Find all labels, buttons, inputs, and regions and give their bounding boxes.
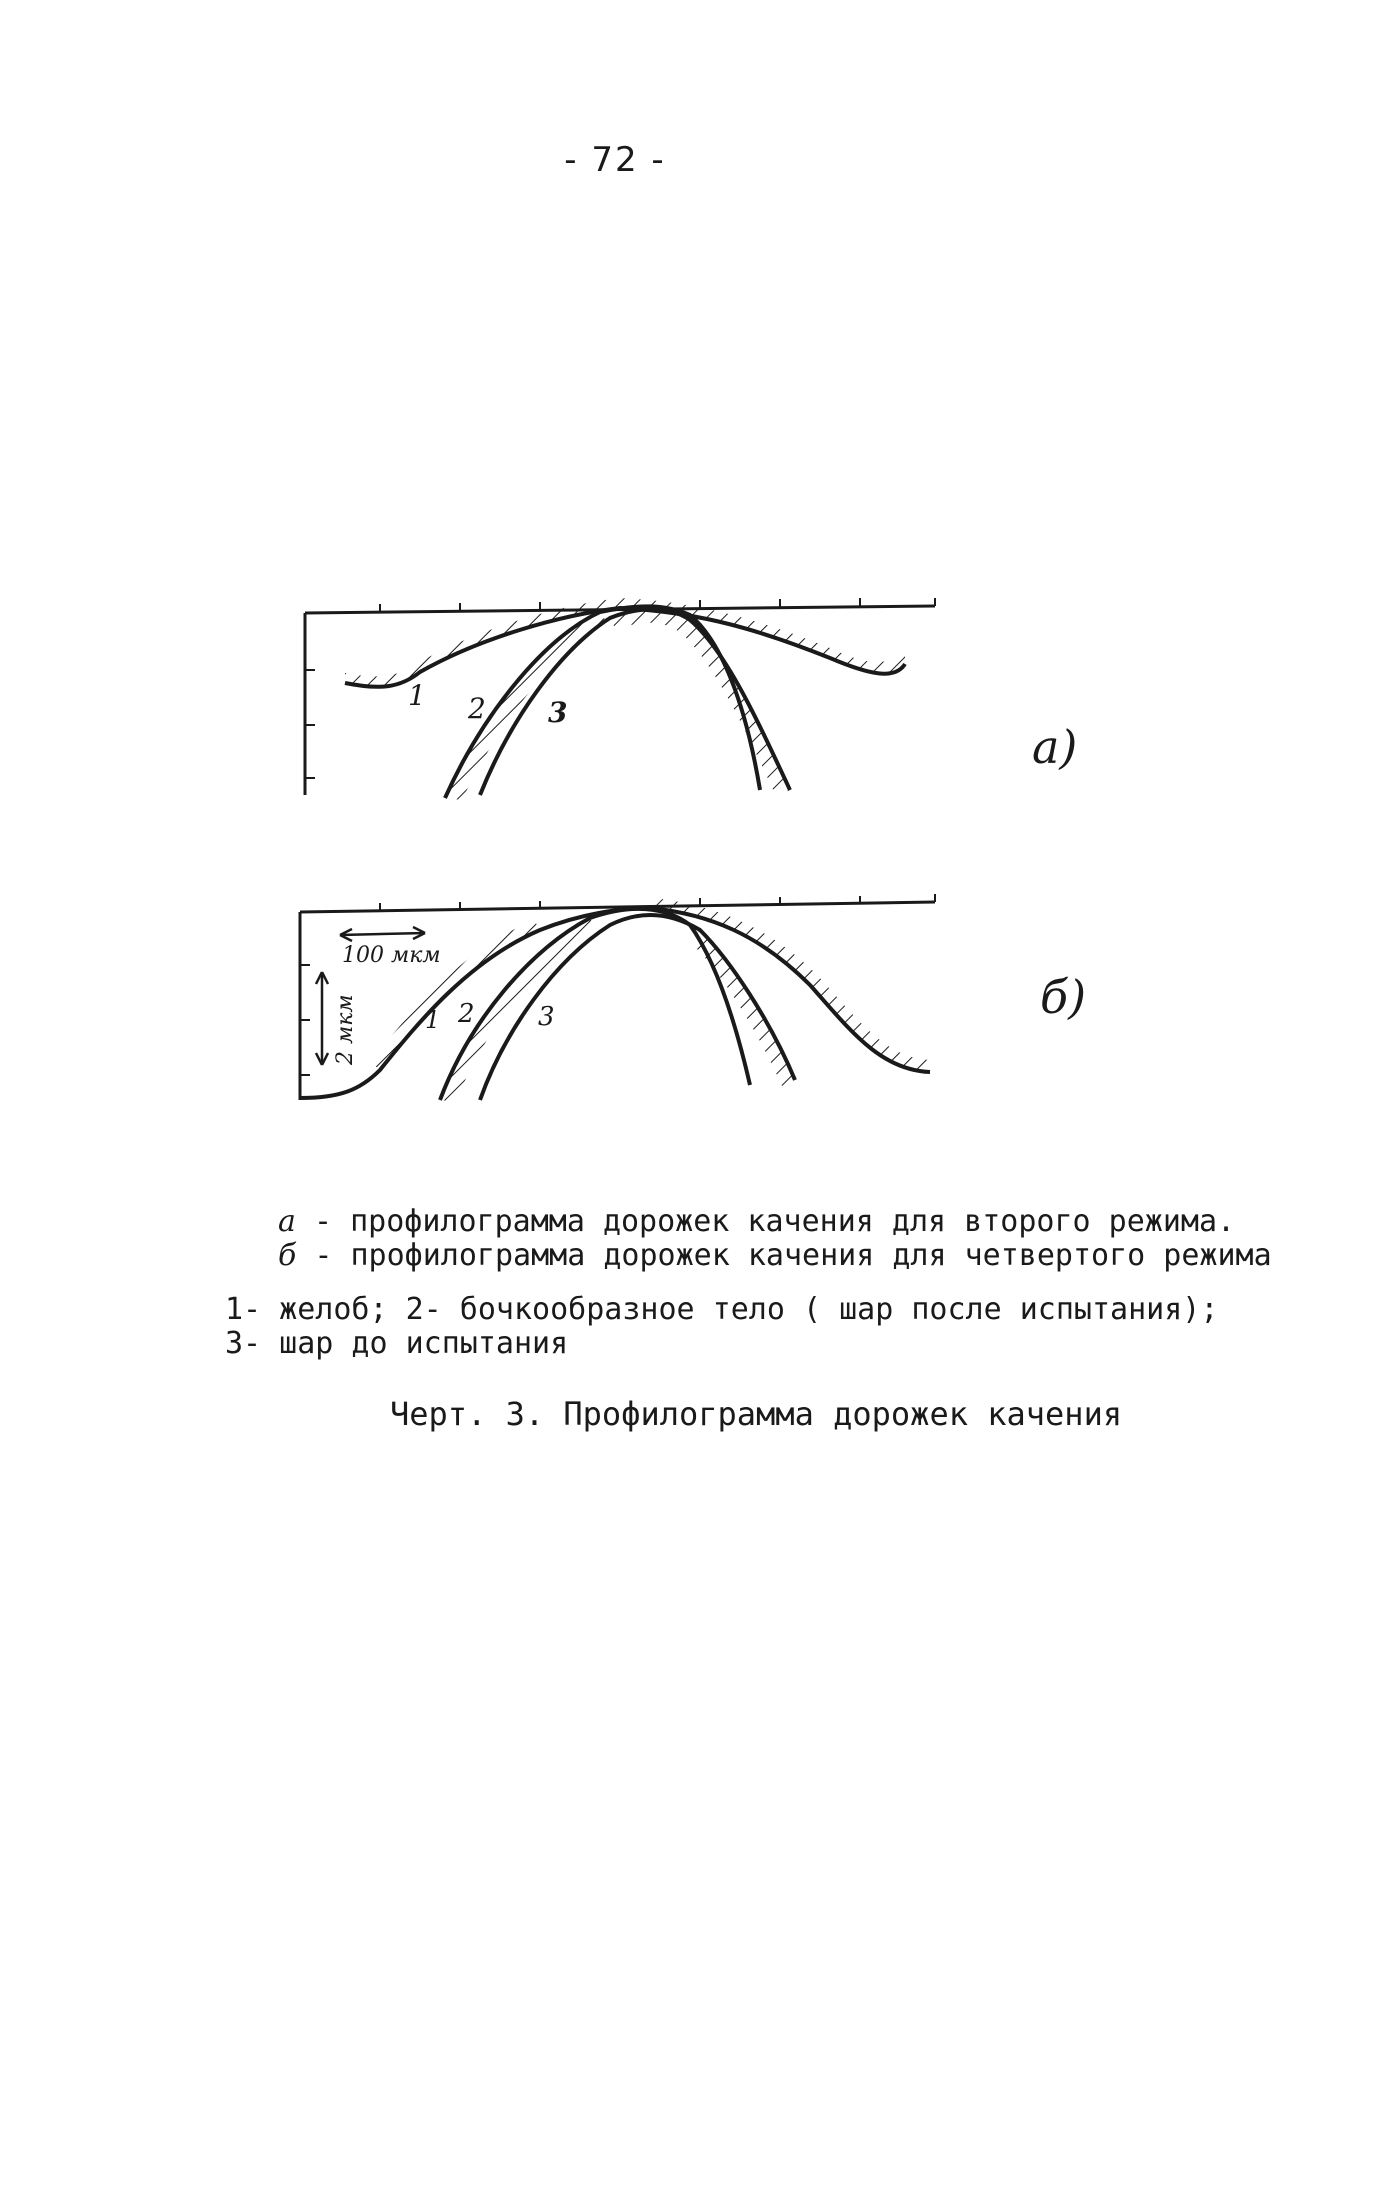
panel-b-label-1: 1 [425, 1006, 441, 1034]
panel-a-label: a) [1032, 720, 1078, 774]
page-number: - 72 - [564, 140, 666, 180]
notes-block [225, 1293, 1218, 1361]
panel-b-label-3: 3 [538, 1002, 555, 1032]
panel-a [305, 598, 935, 800]
figure-title: Черт. 3. Профилограмма дорожек качения [390, 1395, 1123, 1433]
panel-b-vertical-scale-label: 2 мкм [333, 994, 358, 1065]
panel-b-label: б) [1040, 970, 1087, 1024]
panel-a-label-3: 3 [548, 696, 568, 729]
notes-line-2: 3- шар до испытания [225, 1326, 569, 1361]
panel-a-label-1: 1 [408, 679, 426, 712]
panel-b [300, 894, 935, 1102]
panel-a-label-2: 2 [468, 692, 486, 725]
legend-marker-a: a [278, 1204, 296, 1239]
legend-line-a [278, 1205, 1272, 1239]
panel-a-curve-3-hatching [610, 609, 790, 796]
panel-b-horizontal-scale-bar [340, 933, 425, 935]
notes-line-1: 1- желоб; 2- бочкообразное тело ( шар после испытания); [225, 1292, 1219, 1327]
panel-b-label-2: 2 [458, 999, 475, 1029]
legend-text-b: - профилограмма дорожек качения для четвертого режима [314, 1238, 1272, 1273]
legend-text-a: - профилограмма дорожек качения для второго режима. [313, 1204, 1236, 1239]
panel-b-horizontal-scale-label: 100 мкм [342, 943, 441, 968]
legend-block [278, 1205, 1272, 1273]
legend-marker-b: б [278, 1238, 297, 1273]
legend-line-b [278, 1239, 1272, 1273]
